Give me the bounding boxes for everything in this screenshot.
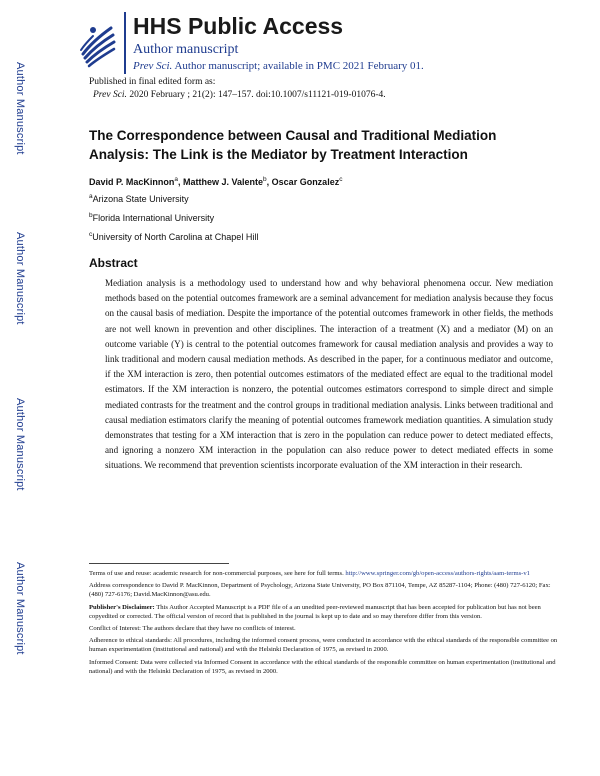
availability-line [133,60,424,72]
availability-text: Author manuscript; available in PMC 2021 February 01. [172,60,424,72]
affiliation [89,231,258,242]
citation-details: 2020 February ; 21(2): 147–157. doi:10.1007/s11121-019-01076-4. [126,90,386,100]
side-label-author-manuscript: Author Manuscript [14,62,26,155]
author-affil-sup: b [263,176,267,183]
author-separator: , [266,177,272,187]
affil-sup: b [89,212,93,219]
author-manuscript-label: Author manuscript [133,42,239,57]
affiliation [89,193,189,204]
abstract-heading: Abstract [89,256,138,270]
affil-name: Arizona State University [92,194,189,204]
affiliation [89,212,214,223]
affil-sup: c [89,231,93,238]
article-title: The Correspondence between Causal and Traditional Mediation Analysis: The Link is the Mediator by Treatment Interaction [89,128,497,162]
footnote-consent: Informed Consent: Data were collected via Informed Consent in accordance with the ethical standards of the responsible committee on human experimentation (institutional and national) and with the Helsinki Declaration of 1975, as revised in 2000. [89,658,556,675]
footnote-terms [89,569,559,578]
journal-abbrev: Prev Sci. [133,60,173,72]
hhs-eagle-logo-icon [75,10,118,73]
author-separator: , [177,177,183,187]
side-label-author-manuscript: Author Manuscript [14,398,26,491]
terms-text: Terms of use and reuse: academic research for non-commercial purposes, see here for full terms. [89,570,346,577]
side-label-author-manuscript: Author Manuscript [14,562,26,655]
abstract-text: Mediation analysis is a methodology used to understand how and why behavioral phenomena occur. New mediation methods based on the potential outcomes framework are a seminal advancement for mediation analysis because they focus on the causal basis of mediation. Despite the importance of the potential outcomes framework in other fields, the methods are not well known in prevention and other disciplines. The interaction of a treatment (X) and a mediator (M) on an outcome variable (Y) is central to the potential outcomes framework for causal mediation analysis and provides a way to link traditional and modern causal mediation methods. As described in the paper, for a continuous mediator and outcome, if the XM interaction is zero, then potential outcomes estimators of the mediated effect are equal to the traditional model estimators. If the XM interaction is nonzero, the potential outcomes estimators correspond to simple direct and simple mediated contrasts for the treatment and the control groups in traditional mediation analysis. Links between traditional and causal mediation estimators clarify the meaning of potential outcomes framework mediation quantities. A simulation study demonstrates that testing for a XM interaction that is zero in the population can reduce power to detect mediated effects, and ignoring a nonzero XM interaction in the population can also reduce power to detect mediated effects in some situations. We recommend that prevention scientists incorporate evaluation of the XM interaction in their research. [105,278,553,471]
published-in-label: Published in final edited form as: [89,77,216,87]
author-list [89,176,342,187]
footnote-ethics: Adherence to ethical standards: All procedures, including the informed consent process, were conducted in accordance with the ethical standards of the responsible committee on human experimentation (institutional and national) and with the Helsinki Declaration of 1975, as revised in 2000. [89,637,558,654]
hhs-header [75,10,580,73]
disclaimer-text: This Author Accepted Manuscript is a PDF file of a an unedited peer-reviewed manuscript that has been accepted for publication but has not been copyedited or corrected. The official version of record that is published in the journal is kept up to date and so may therefore differ from this version. [89,603,541,620]
affil-sup: a [89,193,93,200]
affil-name: Florida International University [92,213,215,223]
footnote-conflict: Conflict of Interest: The authors declare that they have no conflicts of interest. [89,625,296,633]
author-name: Matthew J. Valente [183,177,264,187]
author-affil-sup: c [339,176,343,183]
author-affil-sup: a [174,176,178,183]
terms-link[interactable]: http://www.springer.com/gb/open-access/authors-rights/aam-terms-v1 [345,570,530,577]
footnote-disclaimer [89,603,559,621]
affil-name: University of North Carolina at Chapel Hill [92,232,259,242]
header-divider [124,12,126,74]
author-name: Oscar Gonzalez [271,177,340,187]
side-label-author-manuscript: Author Manuscript [14,232,26,325]
footnote-divider [89,563,229,564]
footnotes [89,569,559,679]
hhs-public-access-title: HHS Public Access [133,13,344,39]
disclaimer-label: Publisher's Disclaimer: [89,603,155,611]
footnote-address: Address correspondence to David P. MacKinnon, Department of Psychology, Arizona State University, PO Box 871104, Tempe, AZ 85287-1104; Phone: (480) 727-6120; Fax: (480) 727-6176; David.MacKinnon@asu.edu. [89,582,551,599]
citation-line [89,89,386,102]
publication-info [89,76,386,102]
author-name: David P. MacKinnon [89,177,175,187]
citation-journal: Prev Sci. [93,90,127,100]
